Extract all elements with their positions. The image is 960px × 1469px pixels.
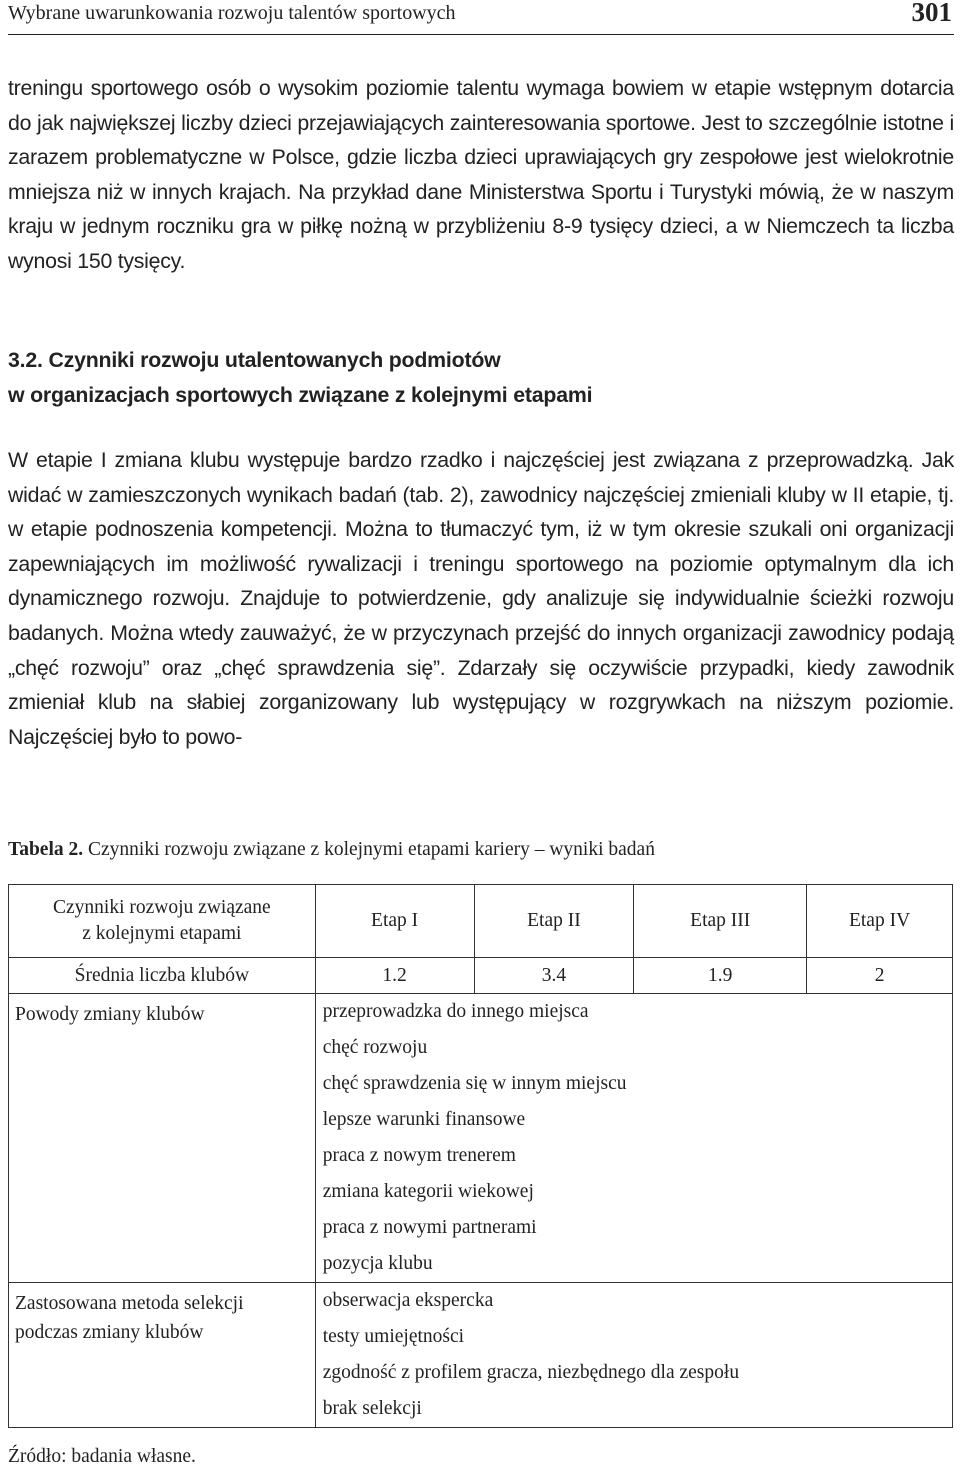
- header-stage-2: Etap II: [474, 885, 634, 958]
- selection-item: zgodność z profilem gracza, niezbędnego dla zespołu: [315, 1355, 952, 1391]
- header-stage-1: Etap I: [315, 885, 474, 958]
- table-row: [9, 1283, 953, 1320]
- reason-item: praca z nowym trenerem: [315, 1138, 952, 1174]
- section-title-line-1: Czynniki rozwoju utalentowanych podmiotów: [48, 348, 501, 372]
- average-clubs-stage-3: 1.9: [634, 958, 807, 994]
- selection-item: testy umiejętności: [315, 1319, 952, 1355]
- reason-item: lepsze warunki finansowe: [315, 1102, 952, 1138]
- selection-label-line-1: Zastosowana metoda selekcji: [15, 1293, 244, 1314]
- reason-item: chęć sprawdzenia się w innym miejscu: [315, 1066, 952, 1102]
- section-title-line-2: w organizacjach sportowych związane z kolejnymi etapami: [8, 382, 593, 407]
- header-factors-line-1: Czynniki rozwoju związane: [53, 897, 271, 918]
- average-clubs-stage-4: 2: [807, 958, 953, 994]
- average-clubs-label: Średnia liczba klubów: [9, 958, 316, 994]
- selection-method-label: [9, 1283, 316, 1428]
- table-caption-label: Tabela 2.: [8, 839, 84, 860]
- table-caption: [8, 839, 655, 861]
- table-caption-text: Czynniki rozwoju związane z kolejnymi etapami kariery – wyniki badań: [88, 839, 655, 860]
- paragraph-stages: W etapie I zmiana klubu występuje bardzo rzadko i najczęściej jest związana z przeprowadzką. Jak widać w zamieszczonych wynikach badań (tab. 2), zawodnicy najczęściej zmieniali kluby w II etapie, tj. w etapie podnoszenia kompetencji. Można to tłumaczyć tym, iż w tym okresie szukali oni organizacji zapewniających im możliwość rywalizacji i treningu sportowego na poziomie optymalnym dla ich dynamicznego rozwoju. Znajduje to potwierdzenie, gdy analizuje się indywidualnie ścieżki rozwoju badanych. Można wtedy zauważyć, że w przyczynach przejść do innych organizacji zawodnicy podają „chęć rozwoju” oraz „chęć sprawdzenia się”. Zdarzały się oczywiście przypadki, kiedy zawodnik zmieniał klub na słabiej zorganizowany lub występujący w rozgrywkach na niższym poziomie. Najczęściej było to powo-: [8, 448, 954, 749]
- section-number: 3.2.: [8, 348, 43, 372]
- table-source-note: Źródło: badania własne.: [8, 1446, 196, 1467]
- table-header-row: [9, 885, 953, 958]
- average-clubs-stage-2: 3.4: [474, 958, 634, 994]
- header-stage-3: Etap III: [634, 885, 807, 958]
- reason-item: pozycja klubu: [315, 1246, 952, 1283]
- reason-item: chęć rozwoju: [315, 1030, 952, 1066]
- header-factors: [9, 885, 316, 958]
- selection-label-line-2: podczas zmiany klubów: [15, 1322, 204, 1343]
- section-heading: [8, 343, 954, 412]
- selection-item: brak selekcji: [315, 1391, 952, 1428]
- running-header: [8, 0, 954, 35]
- table-row: [9, 994, 953, 1031]
- running-title: Wybrane uwarunkowania rozwoju talentów sportowych: [8, 2, 456, 24]
- section-heading-line-1: [8, 343, 954, 378]
- table-row-average-clubs: [9, 958, 953, 994]
- selection-item: obserwacja ekspercka: [315, 1283, 952, 1320]
- factors-table: [8, 884, 953, 1428]
- paragraph-intro: treningu sportowego osób o wysokim poziomie talentu wymaga bowiem w etapie wstępnym dotarcia do jak największej liczby dzieci przejawiających zainteresowania sportowe. Jest to szczególnie istotne i zarazem problematyczne w Polsce, gdzie liczba dzieci uprawiających gry zespołowe jest wielokrotnie mniejsza niż w innych krajach. Na przykład dane Ministerstwa Sportu i Turystyki mówią, że w naszym kraju w jednym roczniku gra w piłkę nożną w przybliżeniu 8-9 tysięcy dzieci, a w Niemczech ta liczba wynosi 150 tysięcy.: [8, 76, 954, 273]
- header-stage-4: Etap IV: [807, 885, 953, 958]
- reason-item: przeprowadzka do innego miejsca: [315, 994, 952, 1031]
- page-number: 301: [911, 0, 952, 27]
- reason-item: zmiana kategorii wiekowej: [315, 1174, 952, 1210]
- header-factors-line-2: z kolejnymi etapami: [82, 923, 242, 944]
- reasons-label: Powody zmiany klubów: [9, 994, 316, 1283]
- reason-item: praca z nowymi partnerami: [315, 1210, 952, 1246]
- average-clubs-stage-1: 1.2: [315, 958, 474, 994]
